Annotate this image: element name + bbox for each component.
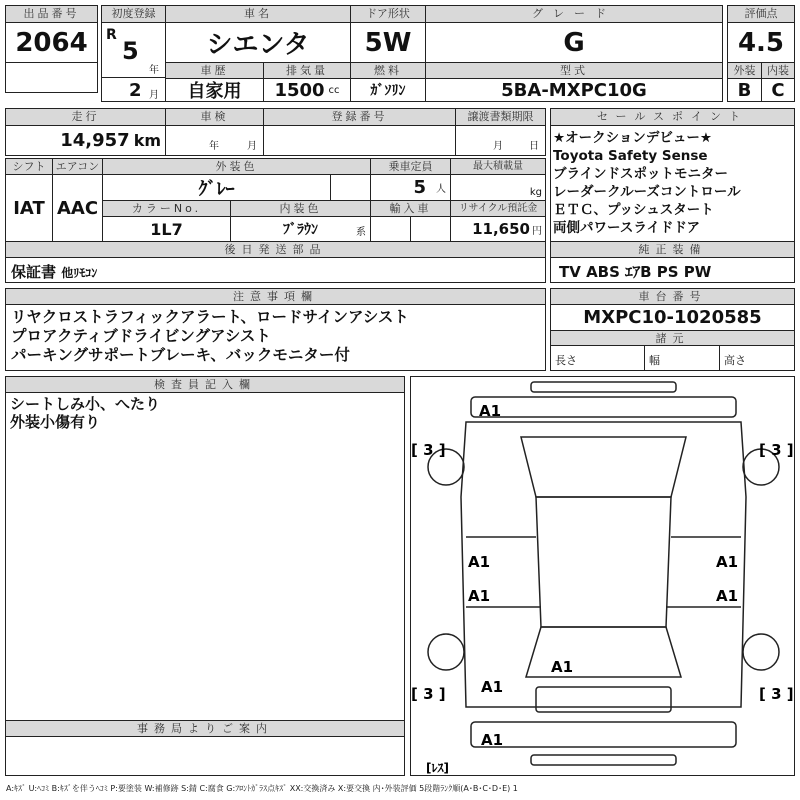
door-type: 5W bbox=[350, 22, 426, 63]
max-load: kg bbox=[450, 174, 546, 201]
notes-label: 注意事項欄 bbox=[5, 288, 546, 305]
model-code: 5BA-MXPC10G bbox=[425, 78, 723, 102]
door-label: ドア形状 bbox=[350, 5, 426, 23]
import-label: 輸入車 bbox=[370, 200, 451, 217]
mark-front: A1 bbox=[479, 402, 502, 420]
reg-no bbox=[263, 125, 456, 156]
reg-year: 5 bbox=[122, 37, 139, 65]
ext-score: B bbox=[727, 78, 762, 102]
mark-rear-bumper: A1 bbox=[481, 731, 504, 749]
mark-left-rear: [ 3 ] bbox=[411, 685, 446, 703]
equipment: TV ABS ｴｱB PS PW bbox=[550, 257, 795, 283]
inspector-line: シートしみ小、へたり bbox=[10, 395, 161, 413]
mark-spare: [ﾚｽ] bbox=[426, 761, 449, 775]
mark-right-front: [ 3 ] bbox=[759, 441, 794, 459]
grade: G bbox=[425, 22, 723, 63]
mark-left-front: [ 3 ] bbox=[411, 441, 446, 459]
reg-no-label: 登録番号 bbox=[263, 108, 456, 126]
note-line: パーキングサポートブレーキ、バックモニター付 bbox=[11, 346, 350, 364]
notes bbox=[5, 304, 546, 371]
mark-rear-glass: A1 bbox=[551, 658, 574, 676]
displacement-label: 排気量 bbox=[263, 62, 351, 79]
fuel-label: 燃料 bbox=[350, 62, 426, 79]
grade-label: グレード bbox=[425, 5, 723, 23]
sales-points bbox=[550, 125, 795, 256]
sales-item: ＥＴＣ、プッシュスタート bbox=[553, 202, 714, 218]
ac: AAC bbox=[52, 174, 103, 242]
inspector-label: 検査員記入欄 bbox=[5, 376, 405, 393]
lot-label: 出品番号 bbox=[5, 5, 98, 23]
car-diagram bbox=[410, 376, 795, 776]
import-no bbox=[410, 216, 451, 242]
first-reg-box bbox=[101, 22, 166, 102]
sales-item: 両側パワースライドドア bbox=[553, 220, 701, 236]
year-unit: 年 bbox=[149, 65, 159, 76]
height: 高さ bbox=[719, 345, 795, 371]
history-label: 車歴 bbox=[165, 62, 264, 79]
chassis-label: 車台番号 bbox=[550, 288, 795, 305]
capacity: 5 人 bbox=[370, 174, 451, 201]
recycle: 11,650 円 bbox=[450, 216, 546, 242]
mark-left-door1: A1 bbox=[468, 553, 491, 571]
score-label: 評価点 bbox=[727, 5, 795, 23]
int-score: C bbox=[761, 78, 795, 102]
mark-right-rear: [ 3 ] bbox=[759, 685, 794, 703]
first-reg-label: 初度登録 bbox=[101, 5, 166, 23]
chassis-number: MXPC10-1020585 bbox=[550, 304, 795, 331]
transfer-label: 譲渡書類期限 bbox=[455, 108, 546, 126]
displacement: 1500 cc bbox=[263, 78, 351, 102]
reg-month: 2 bbox=[129, 80, 142, 101]
int-score-label: 内装 bbox=[761, 62, 795, 79]
shift-label: シフト bbox=[5, 158, 53, 175]
lot-number: 2064 bbox=[5, 22, 98, 63]
later-parts: 保証書 他ﾘﾓｺﾝ bbox=[5, 257, 546, 283]
mileage-label: 走行 bbox=[5, 108, 166, 126]
office-notes bbox=[5, 736, 405, 776]
equipment-label: 純正装備 bbox=[550, 241, 795, 258]
inspection-label: 車検 bbox=[165, 108, 264, 126]
sales-label: セールスポイント bbox=[550, 108, 795, 126]
ac-label: エアコン bbox=[52, 158, 103, 175]
era: R bbox=[106, 27, 117, 43]
ext-color: ｸﾞﾚｰ bbox=[102, 174, 331, 201]
shift: IAT bbox=[5, 174, 53, 242]
model-label: 型式 bbox=[425, 62, 723, 79]
int-color-label: 内装色 bbox=[230, 200, 371, 217]
length: 長さ bbox=[550, 345, 645, 371]
width: 幅 bbox=[644, 345, 720, 371]
inspection: 年 月 bbox=[165, 125, 264, 156]
fuel: ｶﾞｿﾘﾝ bbox=[350, 78, 426, 102]
import-yes bbox=[370, 216, 411, 242]
capacity-label: 乗車定員 bbox=[370, 158, 451, 175]
car-name: シエンタ bbox=[165, 22, 351, 63]
color-no-label: カラーNo. bbox=[102, 200, 231, 217]
mark-right-door2: A1 bbox=[716, 587, 739, 605]
note-line: リヤクロストラフィックアラート、ロードサインアシスト bbox=[11, 308, 409, 326]
ext-score-label: 外装 bbox=[727, 62, 762, 79]
note-line: プロアクティブドライビングアシスト bbox=[11, 327, 271, 345]
month-unit: 月 bbox=[149, 90, 159, 101]
color-no: 1L7 bbox=[102, 216, 231, 242]
sales-item: レーダークルーズコントロール bbox=[553, 184, 741, 200]
sales-item: Toyota Safety Sense bbox=[553, 148, 708, 164]
inspector-notes bbox=[5, 392, 405, 721]
history: 自家用 bbox=[165, 78, 264, 102]
mileage: 14,957 km bbox=[5, 125, 166, 156]
spec-label: 諸元 bbox=[550, 330, 795, 346]
legend: A:ｷｽﾞ U:ﾍｺﾐ B:ｷｽﾞを伴うﾍｺﾐ P:要塗装 W:補修跡 S:錆 C:腐食 G:ﾌﾛﾝﾄｶﾞﾗｽ点ｷｽﾞ XX:交換済み X:要交換 内･外装評価 5段階ﾗﾝｸ順(A･B･C･D･E) 1 bbox=[6, 784, 518, 793]
ext-color-extra bbox=[330, 174, 371, 201]
recycle-label: リサイクル預託金 bbox=[450, 200, 546, 217]
sales-item: ブラインドスポットモニター bbox=[553, 166, 728, 182]
mark-left-door2: A1 bbox=[468, 587, 491, 605]
max-load-label: 最大積載量 bbox=[450, 158, 546, 175]
ext-color-label: 外装色 bbox=[102, 158, 371, 175]
office-label: 事務局よりご案内 bbox=[5, 720, 405, 737]
int-color: ﾌﾞﾗｳﾝ 系 bbox=[230, 216, 371, 242]
car-outline bbox=[411, 377, 796, 777]
car-name-label: 車名 bbox=[165, 5, 351, 23]
score: 4.5 bbox=[727, 22, 795, 63]
inspector-line: 外装小傷有り bbox=[10, 413, 101, 431]
mark-rear-left: A1 bbox=[481, 678, 504, 696]
sales-item: ★オークションデビュー★ bbox=[553, 130, 712, 146]
later-parts-label: 後日発送部品 bbox=[5, 241, 546, 258]
transfer: 月 日 bbox=[455, 125, 546, 156]
mark-right-door1: A1 bbox=[716, 553, 739, 571]
